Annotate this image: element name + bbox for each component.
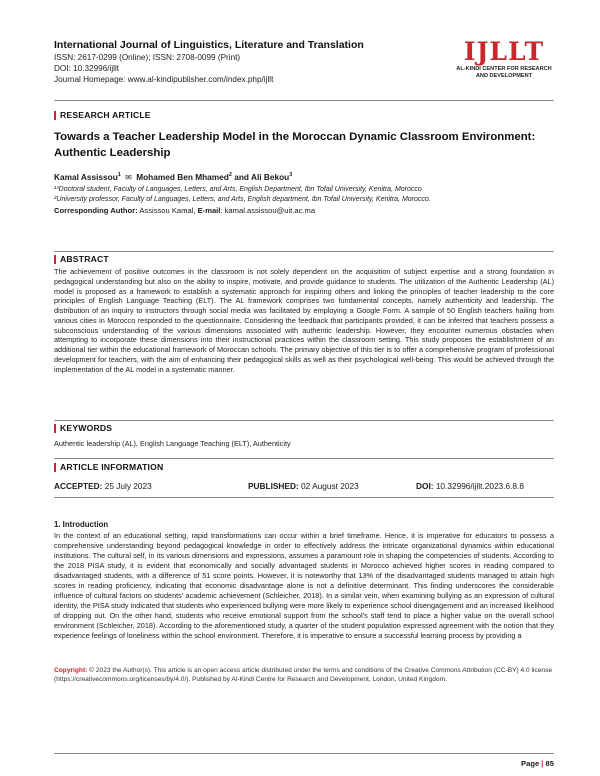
article-front-matter	[54, 110, 554, 216]
author-conjunction: and	[231, 171, 251, 182]
journal-issn: ISSN: 2617-0299 (Online); ISSN: 2708-0099 (Print)	[54, 53, 241, 62]
page-value: 85	[545, 759, 554, 768]
email-label: E-mail	[197, 205, 221, 215]
author-name: Kamal Assissou	[54, 171, 118, 182]
abstract-text: The achievement of positive outcomes in the classroom is not solely dependent on the acquisition of subject expertise and a strong foundation in pedagogical understanding but also on the ability to inspire, motivate, and provide guidance to students. The utilization of the Authentic Leadership (AL) model is proposed as a framework to establish a systematic approach for inspiring others and linking the principles of teacher leadership to the core principles of English Language Teaching (ELT). The AL framework comprises two fundamental concepts, namely authenticity and leadership. The distribution of an inquiry to instructors through social media was facilitated by employing a Google Form. A sample of 50 English teachers hailing from various cities in Morocco responded to the questionnaire. Considering the feedback that participants provided, it can be inferred that teachers possess a subconscious understanding of the various dimensions associated with authentic leadership. However, they encounter numerous obstacles when attempting to incorporate these dimensions into their instructional practices within the classroom setting. This study proposes the establishment of an additional tier within the educational framework of Moroccan schools. The primary objective of this tier is to offer a comprehensive program of professional development for teachers, with the aim of enhancing their pedagogical skills as well as their psychological well-being. This would be achieved through the implementation of the AL model in a systematic manner.	[54, 267, 554, 374]
keywords-section	[54, 423, 554, 449]
article-title: Towards a Teacher Leadership Model in the Moroccan Dynamic Classroom Environment: Authentic Leadership	[54, 131, 536, 159]
keywords-text: Authentic leadership (AL), English Language Teaching (ELT), Authenticity	[54, 439, 291, 448]
email-address[interactable]: : kamal.assissou@uit.ac.ma	[220, 205, 316, 215]
logo-mark: IJLLT	[463, 37, 545, 66]
section-bar-icon	[54, 111, 56, 120]
author-sup: 3	[289, 172, 293, 178]
keywords-heading-label: KEYWORDS	[60, 423, 113, 433]
doi-label: DOI:	[416, 481, 434, 491]
affiliation: ¹³Doctoral student, Faculty of Languages, Letters, and Arts, English Department, Ibn Tofail University, Kenitra, Morocco	[54, 185, 422, 193]
article-info-section	[54, 462, 554, 492]
corresponding-label: Corresponding Author:	[54, 205, 138, 215]
page-separator: |	[539, 759, 546, 768]
author-sup: 1	[117, 172, 121, 178]
article-doi	[416, 481, 524, 491]
footer-divider	[54, 753, 554, 754]
abstract-heading	[54, 254, 554, 264]
journal-logo	[454, 38, 554, 80]
copyright-text: © 2023 the Author(s). This article is an open access article distributed under the terms and conditions of the Creative Commons Attribution (CC-BY) 4.0 license (https://creativecommons.org/licenses/by/4.0/). Published by Al-Kindi Centre for Research and Development, London, United Kingdom.	[54, 667, 553, 684]
section-bar-icon	[54, 463, 56, 472]
logo-subtitle-1: AL-KINDI CENTER FOR RESEARCH	[456, 66, 552, 72]
journal-header	[54, 38, 554, 94]
header-divider	[54, 100, 554, 101]
article-type-label: RESEARCH ARTICLE	[60, 110, 151, 120]
accepted-value: 25 July 2023	[102, 481, 152, 491]
abstract-section	[54, 254, 554, 374]
journal-homepage[interactable]: Journal Homepage: www.al-kindipublisher.com/index.php/ijllt	[54, 75, 274, 84]
page-label: Page	[521, 759, 540, 768]
info-divider	[54, 458, 554, 459]
abstract-heading-label: ABSTRACT	[60, 254, 109, 264]
journal-title: International Journal of Linguistics, Literature and Translation	[54, 39, 364, 51]
article-type	[54, 110, 554, 120]
published-date	[248, 481, 359, 491]
author-list	[54, 170, 554, 183]
author-name: Mohamed Ben Mhamed	[136, 171, 229, 182]
copyright-label: Copyright:	[54, 667, 88, 674]
article-info-heading	[54, 462, 554, 472]
keywords-divider	[54, 420, 554, 421]
article-dates	[54, 481, 554, 492]
info-bottom-divider	[54, 497, 554, 498]
logo-subtitle-2: AND DEVELOPMENT	[475, 73, 533, 79]
doi-value[interactable]: 10.32996/ijllt.2023.6.8.8	[433, 481, 524, 491]
accepted-label: ACCEPTED:	[54, 481, 103, 491]
abstract-divider	[54, 251, 554, 252]
affiliation: ²University professor, Faculty of Languages, Letters, and Arts, English department, Ibn Tofail University, Kenitra, Morocco.	[54, 195, 431, 203]
introduction-text: In the context of an educational setting, rapid transformations can occur within a brief timeframe. Hence, it is imperative for educators to possess a comprehensive understanding beyond pedagogical knowledge in order to effectively address the intricate organizational dynamics within educational institutions. The cultural self, in its various dimensions and expressions, assumes a paramount role in shaping the competencies of students. According to the 2018 PISA study, it is evident that economically and socially advantaged students in Morocco achieved higher scores in reading compared to disadvantaged students, with a difference of 51 score points. However, it is noteworthy that 13% of the disadvantaged students managed to attain high scores in reading proficiency, indicating that economic disadvantage alone is not a definitive determinant. This finding underscores the considerable influence of cultural factors on students' academic achievement (Schleicher, 2018). In a similar vein, when examining bullying as an expression of cultural identity, the PISA study indicated that students who experienced bullying were more likely to experience school disengagement and an increased likelihood of dropping out. On the other hand, students who receive emotional support from the school's staff tend to place a higher value on the overall school environment (Schleicher, 2018). According to the aforementioned study, a quarter of the student population expressed agreement with the notion that they experience feelings of loneliness within the school environment. Therefore, it is imperative to ensure a successful learning process by providing a	[54, 531, 554, 640]
published-value: 02 August 2023	[298, 481, 359, 491]
author-name: Ali Bekou	[250, 171, 290, 182]
introduction-heading: 1. Introduction	[54, 520, 109, 529]
corresponding-name: Assissou Kamal,	[137, 205, 198, 215]
article-info-heading-label: ARTICLE INFORMATION	[60, 462, 164, 472]
journal-doi: DOI: 10.32996/ijllt	[54, 64, 120, 73]
copyright-footer	[54, 666, 554, 684]
mail-icon[interactable]: ✉	[125, 172, 132, 182]
section-bar-icon	[54, 424, 56, 433]
introduction-section	[54, 520, 554, 640]
keywords-heading	[54, 423, 554, 433]
author-sup: 2	[228, 172, 232, 178]
section-bar-icon	[54, 255, 56, 264]
corresponding-author	[54, 205, 554, 216]
accepted-date	[54, 481, 152, 491]
page-number	[521, 759, 554, 768]
published-label: PUBLISHED:	[248, 481, 299, 491]
